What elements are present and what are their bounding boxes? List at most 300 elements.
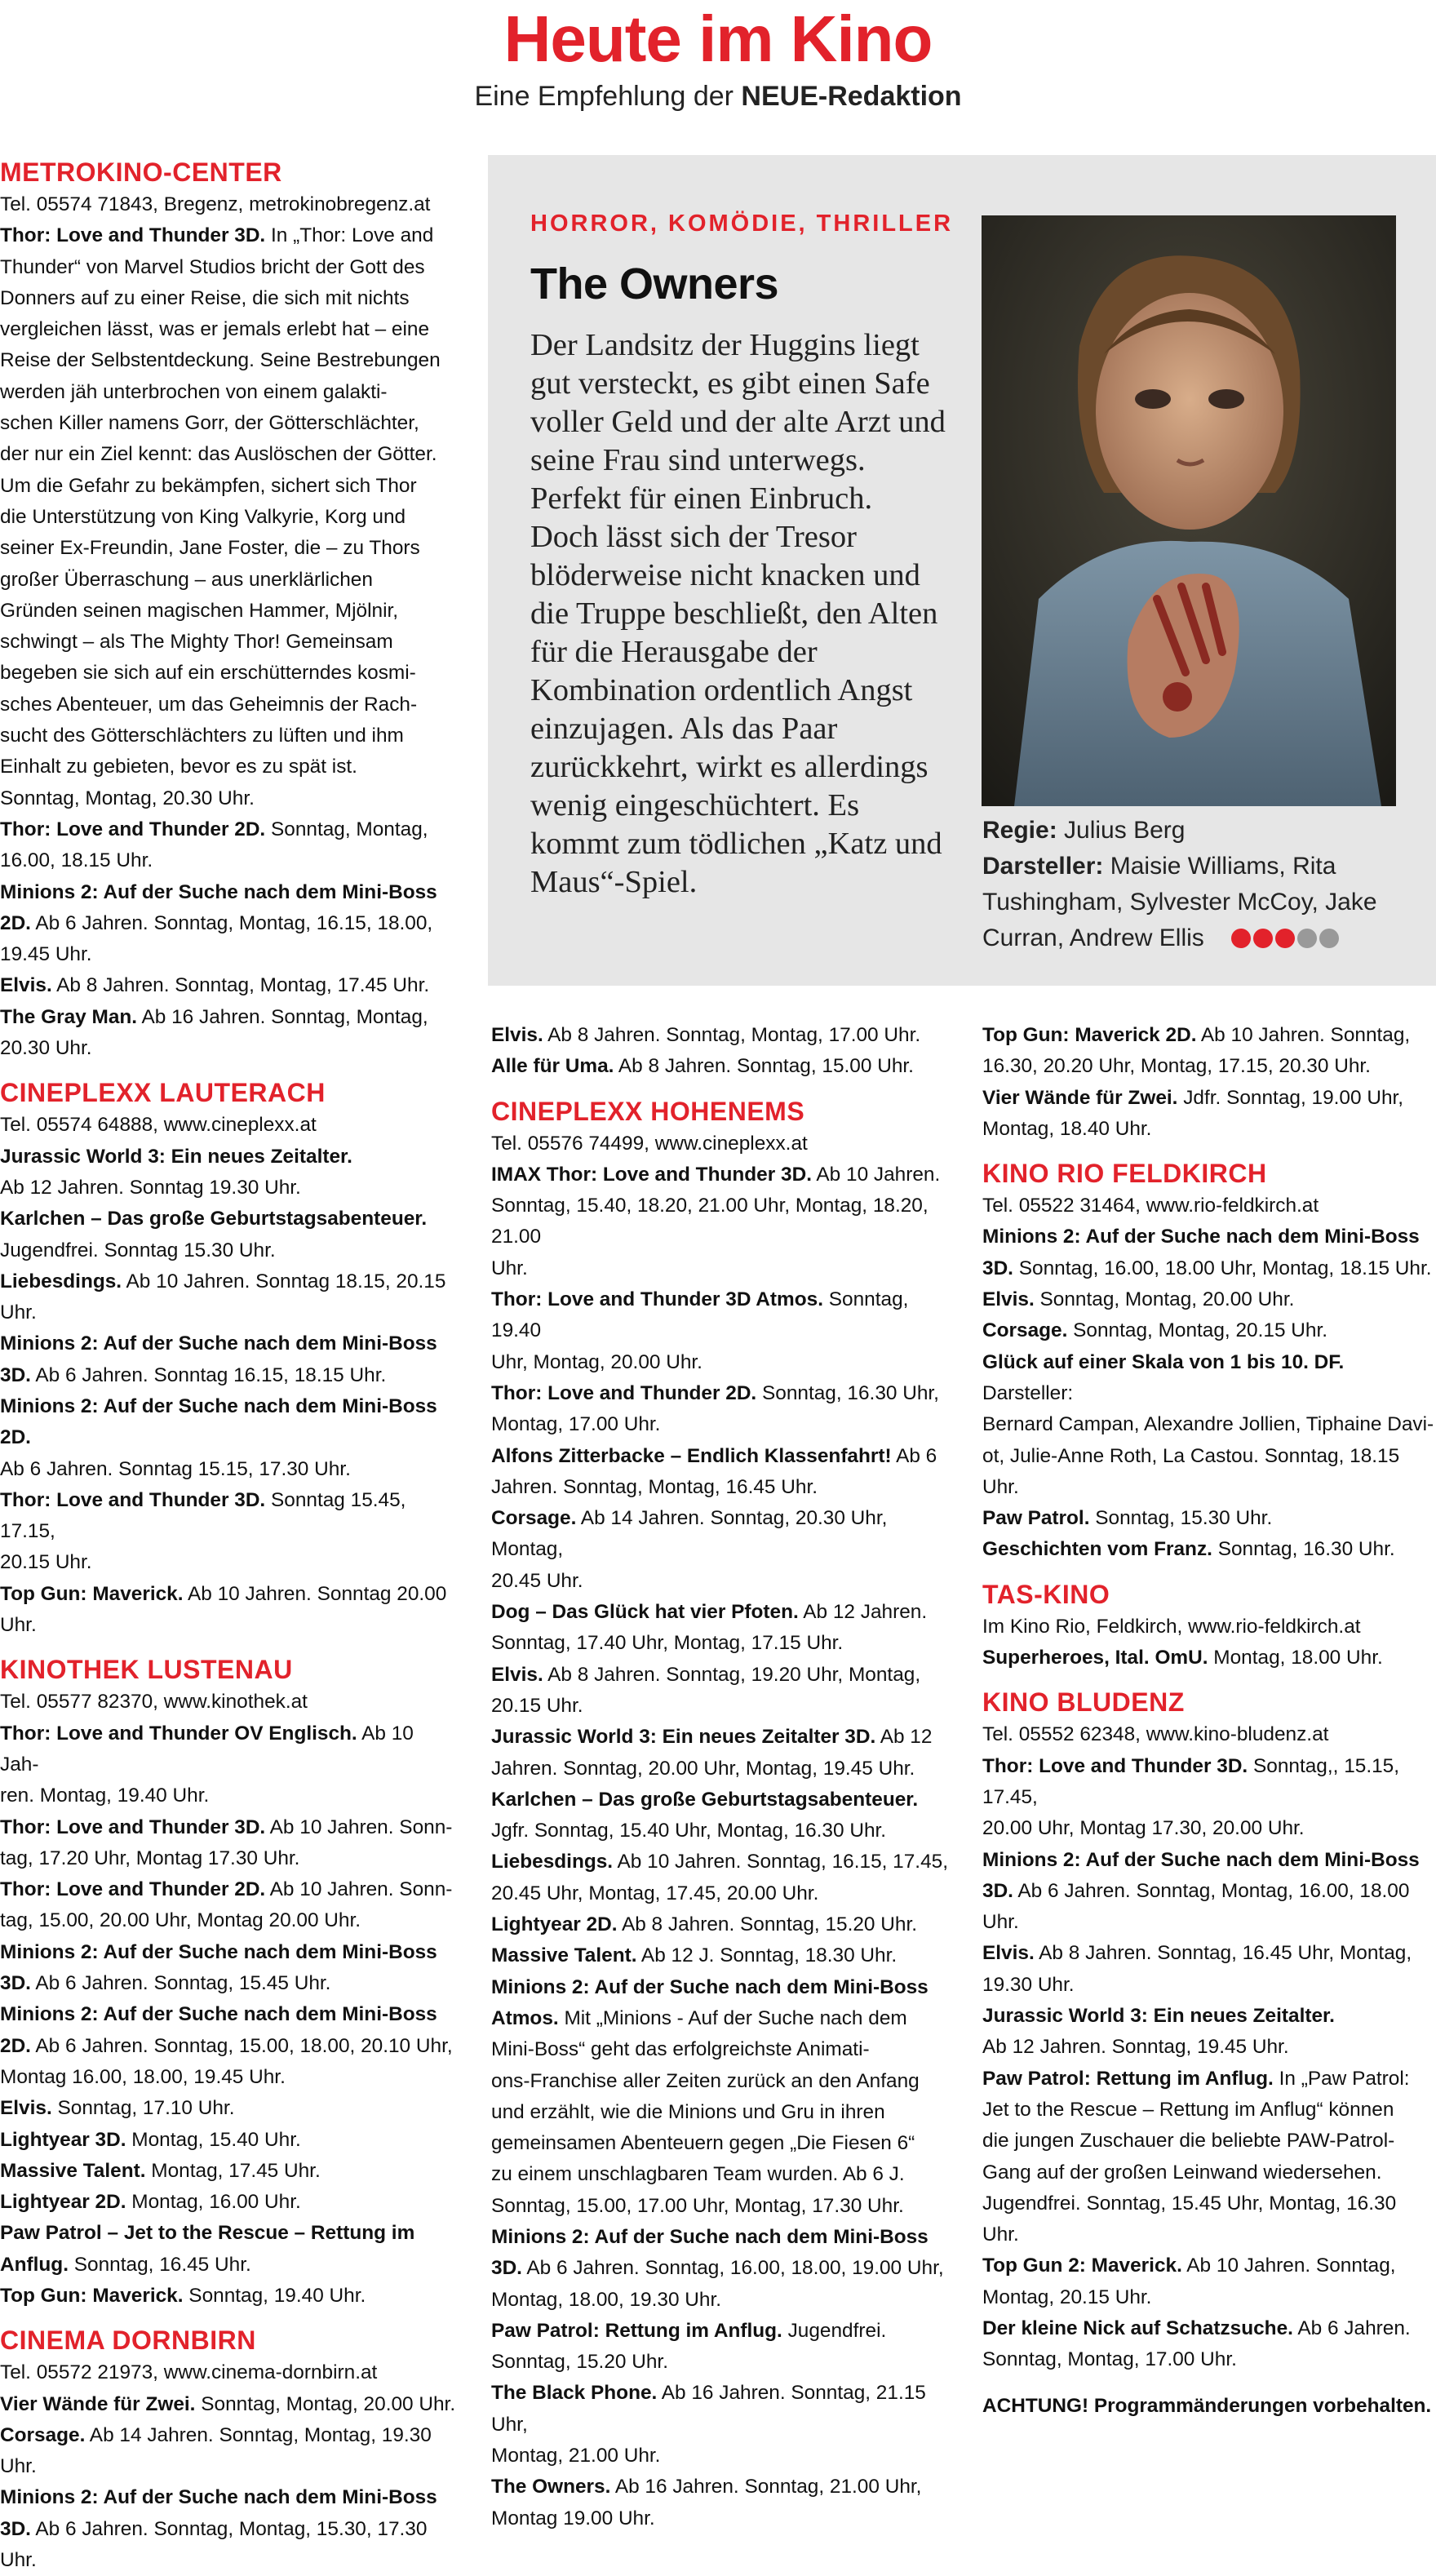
listing-line — [0, 1454, 457, 1485]
listing-line — [0, 283, 457, 314]
listing-line — [982, 1020, 1436, 1051]
listing-text: Im Kino Rio, Feldkirch, www.rio-feldkirch.at — [982, 1615, 1361, 1638]
listing-line — [982, 1051, 1436, 1082]
film-title: Top Gun 2: Maverick. — [982, 2255, 1182, 2277]
rating-dot-filled — [1275, 929, 1295, 948]
film-title: 3D. — [0, 1363, 31, 1386]
cinema-heading: CINEMA DORNBIRN — [0, 2325, 256, 2356]
listing-text: 20.30 Uhr. — [0, 1037, 92, 1060]
listing-text: Ab 12 J. Sonntag, 18.30 Uhr. — [636, 1944, 898, 1967]
listing-text: Sonntag,, 15.15, 17.45, — [982, 1754, 1400, 1808]
listing-column-middle — [491, 1020, 948, 2534]
listing-line — [0, 814, 457, 845]
listing-line — [0, 1266, 457, 1329]
listing-text: vergleichen lässt, was er jemals erlebt hat – eine — [0, 318, 430, 341]
listing-text: Ab 6 Jahren. — [1292, 2317, 1411, 2339]
listing-line — [0, 877, 457, 908]
listing-line — [0, 783, 457, 814]
listing-text: Mit „Minions - Auf der Suche nach dem — [558, 2006, 907, 2029]
listing-line — [0, 2281, 457, 2312]
listing-text: Ab 6 Jahren. Sonntag 16.15, 18.15 Uhr. — [30, 1363, 387, 1386]
rating-dots — [1229, 924, 1339, 951]
listing-text: Ab 12 Jahren. — [798, 1601, 928, 1624]
listing-line — [491, 1409, 948, 1440]
listing-text: Gründen seinen magischen Hammer, Mjölnir, — [0, 599, 399, 622]
listing-line — [982, 1612, 1436, 1643]
listing-text: Tel. 05574 71843, Bregenz, metrokinobregenz.at — [0, 193, 431, 215]
listing-text: die jungen Zuschauer die beliebte PAW-Patrol- — [982, 2130, 1395, 2153]
listing-text: Sonntag, 19.40 Uhr. — [183, 2285, 366, 2307]
film-title: ACHTUNG! Programmänderungen vorbehalten. — [982, 2394, 1432, 2417]
listing-line — [982, 1876, 1436, 1939]
listing-line — [0, 1968, 457, 1999]
listing-line — [0, 658, 457, 689]
listing-line — [982, 1315, 1436, 1346]
listing-line — [982, 2282, 1436, 2313]
film-title: Elvis. — [491, 1663, 543, 1686]
listing-line — [982, 1221, 1436, 1253]
film-title: Top Gun: Maverick 2D. — [982, 1024, 1197, 1046]
film-title: Lightyear 2D. — [491, 1913, 618, 1936]
listing-text: Sonntag, Montag, 20.30 Uhr. — [0, 787, 255, 809]
film-title: Paw Patrol: Rettung im Anflug. — [491, 2319, 782, 2342]
listing-text: Montag, 20.15 Uhr. — [982, 2286, 1152, 2308]
film-title: Corsage. — [982, 1319, 1068, 1342]
listing-line — [982, 2001, 1436, 2032]
listing-line — [491, 1159, 948, 1190]
listing-text: gemeinsamen Abenteuern gegen „Die Fiesen 6“ — [491, 2132, 915, 2155]
film-title: Der kleine Nick auf Schatzsuche. — [982, 2317, 1293, 2339]
film-title: Paw Patrol – Jet to the Rescue – Rettung im — [0, 2222, 415, 2245]
movie-still-image — [982, 215, 1396, 806]
listing-text: Ab 12 Jahren. Sonntag, 19.45 Uhr. — [982, 2036, 1289, 2059]
listing-line — [0, 220, 457, 251]
listing-text: Um die Gefahr zu bekämpfen, sichert sich Thor — [0, 474, 417, 497]
listing-line — [0, 1204, 457, 1235]
cinema-heading: CINEPLEXX LAUTERACH — [0, 1078, 326, 1108]
film-title: Elvis. — [0, 974, 52, 997]
feature-photo — [982, 215, 1396, 806]
listing-line — [0, 1173, 457, 1204]
director-label: Regie: — [982, 817, 1057, 844]
film-title: Thor: Love and Thunder 3D. — [0, 224, 266, 247]
listing-line — [0, 2125, 457, 2156]
listing-line — [0, 2420, 457, 2483]
listing-text: Montag, 17.45 Uhr. — [145, 2159, 321, 2182]
listing-line — [0, 1812, 457, 1843]
listing-line — [0, 1485, 457, 1548]
listing-text: Ab 16 Jahren. Sonntag, 21.00 Uhr, — [610, 2476, 922, 2498]
listing-line — [0, 1780, 457, 1811]
listing-text: Ab 6 — [891, 1444, 937, 1467]
listing-text: ot, Julie-Anne Roth, La Castou. Sonntag, 18.15 Uhr. — [982, 1444, 1400, 1498]
listing-line — [491, 1472, 948, 1503]
film-title: The Owners. — [491, 2476, 611, 2498]
film-title: Vier Wände für Zwei. — [982, 1086, 1178, 1109]
listing-line — [982, 1938, 1436, 1969]
listing-text: Uhr. — [0, 1614, 37, 1637]
listing-text: Mini-Boss“ geht das erfolgreichste Animati- — [491, 2038, 870, 2061]
listing-text: 20.00 Uhr, Montag 17.30, 20.00 Uhr. — [982, 1817, 1305, 1840]
listing-text: 20.15 Uhr. — [491, 1694, 583, 1717]
listing-text: 20.45 Uhr. — [491, 1569, 583, 1592]
listing-line — [491, 1347, 948, 1378]
listing-line — [0, 689, 457, 720]
listing-text: Uhr. — [491, 1257, 528, 1279]
listing-text: Montag, 18.00 Uhr. — [1208, 1647, 1383, 1669]
listing-text: Sonntag, 16.45 Uhr. — [69, 2253, 251, 2276]
listing-text: Tel. 05576 74499, www.cineplexx.at — [491, 1132, 808, 1155]
listing-line — [0, 2482, 457, 2513]
film-title: Lightyear 3D. — [0, 2128, 126, 2151]
listing-line — [982, 2391, 1436, 2422]
listing-text: Jdfr. Sonntag, 19.00 Uhr, — [1177, 1086, 1404, 1109]
listing-line — [0, 970, 457, 1001]
listing-line — [0, 1547, 457, 1578]
film-title: Minions 2: Auf der Suche nach dem Mini-Boss — [491, 1975, 929, 1998]
listing-line — [491, 1284, 948, 1347]
listing-line — [491, 2066, 948, 2097]
film-title: Minions 2: Auf der Suche nach dem Mini-Boss 2D. — [0, 1394, 437, 1449]
film-title: Thor: Love and Thunder 2D. — [0, 1878, 266, 1901]
listing-line — [0, 377, 457, 408]
listing-line — [491, 1378, 948, 1409]
listing-line — [982, 1534, 1436, 1565]
film-title: Anflug. — [0, 2253, 69, 2276]
listing-text: Montag, 21.00 Uhr. — [491, 2445, 661, 2467]
listing-line — [491, 2159, 948, 2190]
film-title: Minions 2: Auf der Suche nach dem Mini-Boss — [0, 2003, 437, 2026]
listing-line — [0, 908, 457, 939]
listing-text: Sonntag, 16.30 Uhr, — [756, 1381, 939, 1404]
listing-text: Ab 6 Jahren. Sonntag, Montag, 16.00, 18.00 Uhr. — [982, 1879, 1410, 1934]
rating-dot-filled — [1253, 929, 1273, 948]
listing-text: Ab 10 Jahren. Sonntag 18.15, 20.15 Uhr. — [0, 1270, 446, 1324]
listing-text: Sonntag, 19.40 — [491, 1288, 909, 1342]
cinema-heading: KINO BLUDENZ — [982, 1687, 1185, 1718]
film-title: Thor: Love and Thunder 3D. — [0, 1488, 266, 1511]
listing-text: Ab 8 Jahren. Sonntag, Montag, 17.00 Uhr. — [543, 1024, 921, 1046]
listing-text: Ab 10 Jahren. Sonn- — [265, 1816, 453, 1838]
listing-line — [0, 752, 457, 783]
rating-dot-empty — [1297, 929, 1317, 948]
listing-line — [982, 1845, 1436, 1876]
cinema-heading: KINO RIO FELDKIRCH — [982, 1159, 1267, 1189]
listing-text: Ab 14 Jahren. Sonntag, 20.30 Uhr, Montag, — [491, 1507, 888, 1561]
listing-line — [982, 1813, 1436, 1844]
listing-line — [982, 1751, 1436, 1814]
listing-text: Ab 6 Jahren. Sonntag, 15.45 Uhr. — [30, 1972, 331, 1995]
listing-line — [491, 2285, 948, 2316]
listing-line — [0, 1033, 457, 1064]
listing-line — [491, 1020, 948, 1051]
listing-text: sches Abenteuer, um das Geheimnis der Rach- — [0, 693, 418, 716]
listing-line — [0, 2031, 457, 2062]
listing-text: Ab 8 Jahren. Sonntag, 16.45 Uhr, Montag, — [1034, 1942, 1412, 1965]
listing-line — [491, 1503, 948, 1566]
listing-line — [982, 1190, 1436, 1221]
listing-text: Sonntag, 16.30 Uhr. — [1212, 1538, 1395, 1561]
cast-names: Maisie Williams, Rita Tushingham, Sylvester McCoy, Jake Curran, Andrew Ellis — [982, 853, 1377, 951]
listing-text: Gang auf der großen Leinwand wiedersehen. — [982, 2161, 1382, 2184]
subtitle-brand: NEUE-Redaktion — [741, 81, 962, 112]
listing-line — [0, 1999, 457, 2030]
listing-text: Sonntag, 15.00, 17.00 Uhr, Montag, 17.30 Uhr. — [491, 2194, 904, 2217]
listing-line — [0, 1687, 457, 1718]
listing-line — [0, 1328, 457, 1359]
listing-line — [491, 1566, 948, 1597]
film-title: Vier Wände für Zwei. — [0, 2392, 196, 2415]
listing-line — [491, 2003, 948, 2034]
listing-line — [491, 2222, 948, 2253]
listing-text: schwingt – als The Mighty Thor! Gemeinsam — [0, 631, 393, 654]
film-title: Glück auf einer Skala von 1 bis 10. DF. — [982, 1350, 1345, 1373]
listing-line — [0, 845, 457, 876]
listing-line — [491, 2253, 948, 2284]
listing-line — [0, 2357, 457, 2388]
listing-line — [491, 1722, 948, 1753]
listing-text: Uhr, Montag, 20.00 Uhr. — [491, 1350, 702, 1373]
listing-text: der nur ein Ziel kennt: das Auslöschen der Götter. — [0, 443, 437, 466]
film-title: Thor: Love and Thunder 2D. — [0, 818, 266, 840]
film-title: 3D. — [982, 1257, 1013, 1279]
listing-text: Tel. 05574 64888, www.cineplexx.at — [0, 1114, 317, 1137]
cast-label: Darsteller: — [982, 853, 1104, 880]
listing-line — [0, 314, 457, 345]
listing-line — [491, 2034, 948, 2065]
listing-text: Tel. 05522 31464, www.rio-feldkirch.at — [982, 1195, 1319, 1217]
film-title: Jurassic World 3: Ein neues Zeitalter. — [982, 2005, 1335, 2028]
listing-line — [0, 1937, 457, 1968]
listing-line — [491, 1816, 948, 1847]
feature-genre: HORROR, KOMÖDIE, THRILLER — [530, 211, 954, 237]
film-title: Massive Talent. — [491, 1944, 637, 1967]
listing-text: In „Paw Patrol: — [1273, 2067, 1410, 2090]
film-title: 3D. — [982, 1879, 1013, 1902]
listing-text: Sonntag, Montag, — [265, 818, 428, 840]
director-name: Julius Berg — [1064, 817, 1186, 844]
listing-line — [982, 2313, 1436, 2344]
listing-text: Sonntag, 17.10 Uhr. — [51, 2097, 235, 2120]
film-title: 3D. — [0, 2517, 31, 2540]
listing-line — [0, 1579, 457, 1610]
listing-line — [0, 627, 457, 658]
film-title: 2D. — [0, 911, 31, 934]
listing-text: begeben sie sich auf ein erschütterndes kosmi- — [0, 662, 416, 685]
listing-text: Ab 10 Jahren. Sonntag 20.00 — [183, 1582, 447, 1605]
listing-line — [491, 1441, 948, 1472]
listing-line — [0, 2093, 457, 2124]
listing-line — [0, 1843, 457, 1874]
listing-line — [491, 2472, 948, 2503]
film-title: Thor: Love and Thunder 3D. — [982, 1754, 1248, 1777]
listing-line — [982, 1253, 1436, 1284]
listing-column-left — [0, 155, 457, 2576]
film-title: Karlchen – Das große Geburtstagsabenteuer. — [0, 1208, 428, 1230]
listing-line — [982, 2095, 1436, 2126]
listing-line — [491, 1785, 948, 1816]
listing-line — [491, 1597, 948, 1628]
listing-line — [491, 1940, 948, 1971]
listing-text: Ab 6 Jahren. Sonntag, 15.00, 18.00, 20.10 Uhr, — [30, 2034, 453, 2057]
listing-text: Sonntag 15.45, 17.15, — [0, 1488, 406, 1543]
listing-text: Sonntag, 15.20 Uhr. — [491, 2351, 668, 2374]
page-title: Heute im Kino — [503, 2, 933, 75]
listing-line — [0, 1002, 457, 1033]
listing-text: Ab 10 Jahren. Sonn- — [265, 1878, 453, 1901]
listing-line — [0, 2156, 457, 2187]
listing-line — [0, 2218, 457, 2249]
listing-line — [0, 1360, 457, 1391]
film-title: Corsage. — [0, 2423, 86, 2446]
film-title: Minions 2: Auf der Suche nach dem Mini-Boss — [0, 880, 437, 903]
listing-line — [0, 2187, 457, 2218]
listing-line — [982, 1503, 1436, 1534]
film-title: Corsage. — [491, 1507, 577, 1530]
listing-text: Ab 8 Jahren. Sonntag, 15.20 Uhr. — [617, 1913, 917, 1936]
listing-text: Bernard Campan, Alexandre Jollien, Tiphaine Davi- — [982, 1413, 1434, 1436]
listing-line — [491, 2441, 948, 2472]
listing-text: Ab 10 Jahren. — [811, 1163, 941, 1186]
film-title: Alfons Zitterbacke – Endlich Klassenfahrt! — [491, 1444, 892, 1467]
listing-text: Tel. 05572 21973, www.cinema-dornbirn.at — [0, 2361, 378, 2384]
listing-line — [0, 2514, 457, 2576]
listing-text: 16.30, 20.20 Uhr, Montag, 17.15, 20.30 Uhr. — [982, 1055, 1371, 1078]
film-title: Minions 2: Auf der Suche nach dem Mini-Boss — [982, 1226, 1420, 1248]
listing-line — [491, 2097, 948, 2128]
listing-line — [0, 502, 457, 533]
cinema-heading: METROKINO-CENTER — [0, 157, 282, 187]
listing-text: Montag 19.00 Uhr. — [491, 2507, 655, 2529]
listing-text: und erzählt, wie die Minions und Gru in ihren — [491, 2100, 885, 2123]
film-title: 2D. — [0, 2034, 31, 2057]
film-title: Top Gun: Maverick. — [0, 2285, 184, 2307]
listing-text: Sonntag, Montag, 20.00 Uhr. — [1034, 1288, 1295, 1311]
listing-line — [0, 596, 457, 627]
listing-text: 19.45 Uhr. — [0, 943, 92, 966]
listing-text: großer Überraschung – aus unerklärlichen — [0, 568, 373, 591]
listing-text: Jugendfrei. Sonntag 15.30 Uhr. — [0, 1239, 276, 1261]
film-title: Top Gun: Maverick. — [0, 1582, 184, 1605]
listing-text: Montag 16.00, 18.00, 19.45 Uhr. — [0, 2065, 286, 2088]
film-title: Thor: Love and Thunder 2D. — [491, 1381, 757, 1404]
listing-line — [0, 2389, 457, 2420]
listing-line — [0, 189, 457, 220]
film-title: Thor: Love and Thunder 3D. — [0, 1816, 266, 1838]
listing-text: Ab 12 — [875, 1726, 933, 1749]
film-title: Geschichten vom Franz. — [982, 1538, 1212, 1561]
listing-line — [491, 1691, 948, 1722]
listing-text: tag, 17.20 Uhr, Montag 17.30 Uhr. — [0, 1847, 300, 1869]
feature-text: Der Landsitz der Huggins liegt gut versteckt, es gibt einen Safe voller Geld und der alte Arzt und seine Frau sind unterwegs. Perfekt für einen Einbruch. Doch lässt sich der Tresor blöderweise nicht knacken und die Truppe beschließt, den Alten für die Herausgabe der Kombination ordentlich Angst einzujagen. Als das Paar zurückkehrt, wirkt es allerdings wenig eingeschüchtert. Es kommt zum tödlichen „Katz und Maus“-Spiel. — [530, 328, 946, 899]
listing-text: 16.00, 18.15 Uhr. — [0, 849, 153, 872]
feature-credits — [982, 813, 1407, 956]
film-title: Jurassic World 3: Ein neues Zeitalter. — [0, 1145, 352, 1168]
listing-text: Ab 8 Jahren. Sonntag, 15.00 Uhr. — [614, 1055, 914, 1078]
listing-line — [0, 2062, 457, 2093]
rating-dot-empty — [1319, 929, 1339, 948]
listing-text: Ab 10 Jah- — [0, 1722, 414, 1776]
listing-line — [491, 1909, 948, 1940]
listing-text: Ab 10 Jahren. Sonntag, — [1196, 1024, 1411, 1046]
listing-text: Ab 6 Jahren. Sonntag, Montag, 15.30, 17.30 Uhr. — [0, 2517, 428, 2572]
listing-text: ons-Franchise aller Zeiten zurück an den Anfang — [491, 2069, 920, 2092]
feature-title: The Owners — [530, 259, 779, 308]
listing-text: Reise der Selbstentdeckung. Seine Bestrebungen — [0, 349, 441, 372]
listing-line — [491, 2316, 948, 2347]
listing-text: 20.45 Uhr, Montag, 17.45, 20.00 Uhr. — [491, 1882, 819, 1904]
listing-text: Ab 6 Jahren. Sonntag, Montag, 16.15, 18.00, — [30, 911, 433, 934]
listing-line — [491, 1190, 948, 1253]
listing-line — [0, 1110, 457, 1141]
listing-line — [0, 533, 457, 564]
listing-text: In „Thor: Love and — [265, 224, 434, 247]
listing-line — [491, 2347, 948, 2378]
listing-line — [982, 1970, 1436, 2001]
spacer — [982, 2376, 1436, 2391]
listing-line — [0, 345, 457, 376]
listing-text: Ab 12 Jahren. Sonntag 19.30 Uhr. — [0, 1176, 301, 1199]
listing-line — [491, 1628, 948, 1659]
listing-line — [491, 1128, 948, 1159]
film-title: Dog – Das Glück hat vier Pfoten. — [491, 1601, 799, 1624]
listing-text: Ab 10 Jahren. Sonntag, 16.15, 17.45, — [613, 1851, 948, 1873]
listing-line — [982, 1441, 1436, 1504]
film-title: Minions 2: Auf der Suche nach dem Mini-Boss — [0, 1940, 437, 1963]
listing-text: seiner Ex-Freundin, Jane Foster, die – zu Thors — [0, 537, 420, 560]
listing-line — [982, 2032, 1436, 2063]
listing-line — [0, 439, 457, 470]
listing-line — [982, 2157, 1436, 2188]
listing-text: Jgfr. Sonntag, 15.40 Uhr, Montag, 16.30 Uhr. — [491, 1820, 887, 1842]
film-title: Minions 2: Auf der Suche nach dem Mini-Boss — [982, 1848, 1420, 1871]
listing-line — [0, 252, 457, 283]
listing-line — [491, 2503, 948, 2534]
listing-line — [982, 1719, 1436, 1750]
listing-text: Tel. 05552 62348, www.kino-bludenz.at — [982, 1723, 1329, 1746]
film-title: Paw Patrol: Rettung im Anflug. — [982, 2067, 1274, 2090]
listing-text: schen Killer namens Gorr, der Götterschlächter, — [0, 412, 419, 435]
listing-text: Sonntag, 15.40, 18.20, 21.00 Uhr, Montag, 18.20, 21.00 — [491, 1195, 929, 1248]
listing-line — [0, 720, 457, 752]
listing-text: Sonntag, Montag, 17.00 Uhr. — [982, 2348, 1237, 2371]
listing-line — [491, 1754, 948, 1785]
subtitle-prefix: Eine Empfehlung der — [474, 81, 742, 112]
rating-dot-filled — [1231, 929, 1251, 948]
listing-text: ren. Montag, 19.40 Uhr. — [0, 1785, 210, 1807]
film-title: Alle für Uma. — [491, 1055, 614, 1078]
listing-text: Montag, 16.00 Uhr. — [126, 2191, 301, 2214]
listing-column-right — [982, 1020, 1436, 2422]
film-title: Elvis. — [982, 1288, 1035, 1311]
listing-text: Tel. 05577 82370, www.kinothek.at — [0, 1691, 308, 1714]
listing-text: 20.15 Uhr. — [0, 1551, 92, 1574]
listing-text: Ab 8 Jahren. Sonntag, Montag, 17.45 Uhr. — [51, 974, 430, 997]
listing-line — [0, 1610, 457, 1641]
listing-text: werden jäh unterbrochen von einem galakti- — [0, 380, 388, 403]
film-title: 3D. — [0, 1972, 31, 1995]
listing-line — [982, 2064, 1436, 2095]
listing-line — [982, 1083, 1436, 1114]
listing-text: Ab 6 Jahren. Sonntag, 16.00, 18.00, 19.00 Uhr, — [521, 2257, 944, 2280]
listing-text: Darsteller: — [982, 1381, 1074, 1404]
listing-line — [491, 1847, 948, 1878]
film-title: Thor: Love and Thunder OV Englisch. — [0, 1722, 357, 1745]
listing-line — [0, 2250, 457, 2281]
listing-text: tag, 15.00, 20.00 Uhr, Montag 20.00 Uhr. — [0, 1909, 361, 1932]
listing-line — [491, 1051, 948, 1082]
listing-text: Montag, 15.40 Uhr. — [126, 2128, 301, 2151]
